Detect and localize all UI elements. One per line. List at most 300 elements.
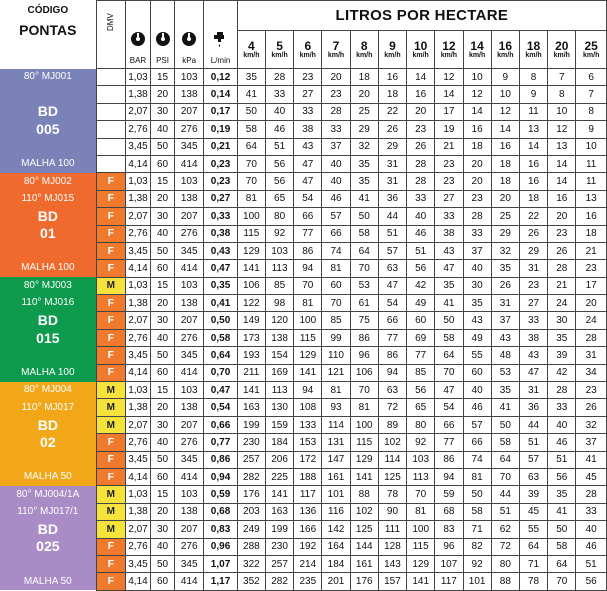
dmv-cell: F (96, 364, 125, 381)
nozzle-label-cell (0, 173, 96, 190)
liters-per-hectare-cell: 54 (435, 399, 463, 416)
liters-per-hectare-cell: 128 (378, 538, 406, 555)
liters-per-hectare-cell: 173 (237, 329, 265, 346)
table-row (0, 242, 607, 259)
bar-cell: 2,07 (125, 312, 150, 329)
liters-per-hectare-cell: 163 (265, 503, 293, 520)
liters-per-hectare-cell: 161 (350, 555, 378, 572)
nozzle-label-cell (0, 434, 96, 451)
liters-per-hectare-cell: 108 (294, 399, 322, 416)
table-row (0, 399, 607, 416)
psi-cell: 40 (151, 538, 175, 555)
kpa-cell: 138 (175, 190, 204, 207)
speed-header-cell (322, 31, 350, 69)
liters-per-hectare-cell: 27 (294, 86, 322, 103)
liters-per-hectare-cell: 70 (435, 364, 463, 381)
nozzle-code: 110° MJ015 (21, 192, 75, 204)
liters-per-hectare-cell: 18 (378, 86, 406, 103)
liters-per-hectare-cell: 29 (519, 242, 547, 259)
nozzle-code: 80° MJ001 (23, 71, 72, 83)
nozzle-code: MALHA 100 (21, 262, 75, 274)
liters-per-hectare-cell: 24 (576, 312, 607, 329)
table-row (0, 451, 607, 468)
kpa-cell: 138 (175, 86, 204, 103)
liters-per-hectare-cell: 188 (294, 468, 322, 485)
flow-cell: 0,58 (204, 329, 237, 346)
liters-per-hectare-cell: 33 (322, 121, 350, 138)
liters-per-hectare-cell: 47 (435, 382, 463, 399)
liters-per-hectare-cell: 70 (548, 573, 576, 590)
liters-per-hectare-cell: 100 (407, 521, 435, 538)
liters-per-hectare-cell: 36 (519, 399, 547, 416)
flow-cell: 0,12 (204, 69, 237, 86)
liters-per-hectare-cell: 55 (519, 521, 547, 538)
liters-per-hectare-cell: 143 (378, 555, 406, 572)
flow-cell: 0,64 (204, 347, 237, 364)
liters-per-hectare-cell: 36 (378, 190, 406, 207)
liters-per-hectare-cell: 192 (294, 538, 322, 555)
liters-per-hectare-cell: 120 (265, 312, 293, 329)
liters-per-hectare-cell: 47 (519, 364, 547, 381)
liters-per-hectare-cell: 16 (548, 190, 576, 207)
liters-per-hectare-cell: 116 (322, 503, 350, 520)
liters-per-hectare-cell: 92 (407, 434, 435, 451)
liters-per-hectare-cell: 125 (378, 468, 406, 485)
liters-per-hectare-cell: 66 (435, 416, 463, 433)
speed-header-cell (548, 31, 576, 69)
liters-per-hectare-cell: 70 (237, 155, 265, 172)
liters-per-hectare-cell: 63 (378, 260, 406, 277)
speed-unit: km/h (412, 51, 429, 59)
liters-per-hectare-cell: 12 (548, 121, 576, 138)
table-row (0, 468, 607, 485)
liters-per-hectare-cell: 28 (548, 382, 576, 399)
speed-unit: km/h (299, 51, 316, 59)
liters-per-hectare-cell: 35 (491, 382, 519, 399)
liters-per-hectare-cell: 114 (322, 416, 350, 433)
psi-cell: 20 (151, 295, 175, 312)
liters-per-hectare-cell: 31 (519, 260, 547, 277)
bar-cell: 2,76 (125, 329, 150, 346)
liters-per-hectare-cell: 80 (491, 555, 519, 572)
psi-cell: 15 (151, 173, 175, 190)
nozzle-label-cell (0, 138, 96, 155)
nozzle-model: BD (37, 103, 58, 120)
nozzle-model: BD (37, 207, 58, 224)
kpa-cell: 138 (175, 503, 204, 520)
liters-per-hectare-cell: 81 (237, 190, 265, 207)
title-cell (237, 1, 606, 31)
table-row (0, 190, 607, 207)
liters-per-hectare-cell: 90 (378, 503, 406, 520)
dmv-cell: F (96, 434, 125, 451)
table-row (0, 503, 607, 520)
liters-per-hectare-cell: 61 (350, 295, 378, 312)
liters-per-hectare-cell: 257 (265, 555, 293, 572)
table-row (0, 260, 607, 277)
liters-per-hectare-cell: 43 (463, 312, 491, 329)
flow-cell: 0,86 (204, 451, 237, 468)
psi-cell: 20 (151, 190, 175, 207)
lmin-header-cell (204, 1, 237, 69)
liters-per-hectare-cell: 14 (519, 138, 547, 155)
speed-unit: km/h (553, 51, 570, 59)
liters-per-hectare-cell: 20 (576, 295, 607, 312)
liters-per-hectare-cell: 37 (576, 434, 607, 451)
liters-per-hectare-cell: 85 (265, 277, 293, 294)
liters-per-hectare-cell: 81 (350, 399, 378, 416)
liters-per-hectare-cell: 43 (435, 242, 463, 259)
liters-per-hectare-cell: 117 (435, 573, 463, 590)
liters-per-hectare-cell: 230 (237, 434, 265, 451)
table-row (0, 538, 607, 555)
liters-per-hectare-cell: 81 (294, 295, 322, 312)
liters-per-hectare-cell: 32 (491, 242, 519, 259)
liters-per-hectare-cell: 43 (519, 347, 547, 364)
liters-per-hectare-cell: 16 (519, 155, 547, 172)
kpa-cell: 345 (175, 347, 204, 364)
psi-header-cell (151, 1, 175, 69)
liters-per-hectare-cell: 141 (294, 364, 322, 381)
liters-per-hectare-cell: 206 (265, 451, 293, 468)
dmv-cell (96, 103, 125, 120)
liters-per-hectare-cell: 53 (491, 364, 519, 381)
liters-per-hectare-cell: 96 (350, 347, 378, 364)
liters-per-hectare-cell: 9 (576, 121, 607, 138)
liters-per-hectare-cell: 103 (265, 242, 293, 259)
psi-cell: 50 (151, 555, 175, 572)
liters-per-hectare-cell: 43 (491, 329, 519, 346)
bar-cell: 1,03 (125, 277, 150, 294)
liters-per-hectare-cell: 66 (378, 312, 406, 329)
nozzle-label-cell (0, 190, 96, 207)
liters-per-hectare-cell: 12 (435, 69, 463, 86)
liters-per-hectare-cell: 13 (519, 121, 547, 138)
nozzle-code: 80° MJ003 (23, 279, 72, 291)
table-row (0, 434, 607, 451)
kpa-cell: 276 (175, 121, 204, 138)
bar-cell: 4,14 (125, 468, 150, 485)
kpa-header-cell (175, 1, 204, 69)
liters-per-hectare-cell: 58 (548, 538, 576, 555)
liters-per-hectare-cell: 193 (237, 347, 265, 364)
speed-header-cell (491, 31, 519, 69)
liters-per-hectare-cell: 57 (322, 208, 350, 225)
liters-per-hectare-cell: 72 (491, 538, 519, 555)
liters-per-hectare-cell: 31 (576, 347, 607, 364)
liters-per-hectare-cell: 33 (576, 503, 607, 520)
bar-cell: 3,45 (125, 347, 150, 364)
liters-per-hectare-cell: 47 (294, 173, 322, 190)
psi-cell: 30 (151, 103, 175, 120)
header-row-top (0, 1, 607, 31)
table-row (0, 486, 607, 503)
liters-per-hectare-cell: 352 (237, 573, 265, 590)
nozzle-label-cell (0, 347, 96, 364)
liters-per-hectare-cell: 74 (463, 451, 491, 468)
speed-header-cell (378, 31, 406, 69)
liters-per-hectare-cell: 8 (548, 86, 576, 103)
flow-cell: 0,35 (204, 277, 237, 294)
liters-per-hectare-cell: 9 (519, 86, 547, 103)
liters-per-hectare-cell: 164 (322, 538, 350, 555)
liters-per-hectare-cell: 154 (265, 347, 293, 364)
liters-per-hectare-cell: 88 (350, 486, 378, 503)
liters-per-hectare-cell: 214 (294, 555, 322, 572)
dmv-cell (96, 138, 125, 155)
liters-per-hectare-cell: 23 (519, 277, 547, 294)
kpa-cell: 138 (175, 295, 204, 312)
liters-per-hectare-cell: 20 (463, 155, 491, 172)
speed-value: 12 (442, 38, 456, 53)
liters-per-hectare-cell: 47 (378, 277, 406, 294)
dmv-cell (96, 69, 125, 86)
liters-per-hectare-cell: 88 (491, 573, 519, 590)
liters-per-hectare-cell: 103 (407, 451, 435, 468)
liters-per-hectare-cell: 20 (463, 173, 491, 190)
liters-per-hectare-cell: 46 (322, 190, 350, 207)
liters-per-hectare-cell: 26 (576, 399, 607, 416)
liters-per-hectare-cell: 68 (435, 503, 463, 520)
speed-unit: km/h (440, 51, 458, 59)
liters-per-hectare-cell: 57 (463, 416, 491, 433)
liters-per-hectare-cell: 22 (378, 103, 406, 120)
speed-value: 20 (555, 38, 569, 53)
speed-header-cell (519, 31, 547, 69)
liters-per-hectare-cell: 71 (519, 555, 547, 572)
dmv-cell: F (96, 173, 125, 190)
speed-header-cell (435, 31, 463, 69)
flow-cell: 0,19 (204, 121, 237, 138)
liters-per-hectare-cell: 40 (576, 521, 607, 538)
liters-per-hectare-cell: 23 (435, 155, 463, 172)
liters-per-hectare-cell: 129 (237, 242, 265, 259)
liters-per-hectare-cell: 34 (576, 364, 607, 381)
liters-per-hectare-cell: 40 (463, 382, 491, 399)
liters-per-hectare-cell: 10 (491, 86, 519, 103)
liters-per-hectare-cell: 50 (463, 486, 491, 503)
bar-cell: 4,14 (125, 260, 150, 277)
liters-per-hectare-cell: 64 (548, 555, 576, 572)
liters-per-hectare-cell: 30 (463, 277, 491, 294)
liters-per-hectare-cell: 113 (407, 468, 435, 485)
bar-cell: 1,38 (125, 86, 150, 103)
nozzle-label-cell (0, 242, 96, 259)
liters-per-hectare-cell: 11 (576, 155, 607, 172)
bar-cell: 4,14 (125, 573, 150, 590)
liters-per-hectare-cell: 99 (322, 329, 350, 346)
liters-per-hectare-cell: 18 (491, 155, 519, 172)
liters-per-hectare-cell: 64 (350, 242, 378, 259)
speed-unit: km/h (497, 51, 514, 59)
flow-cell: 0,41 (204, 295, 237, 312)
liters-per-hectare-cell: 72 (378, 399, 406, 416)
liters-per-hectare-cell: 28 (322, 103, 350, 120)
liters-per-hectare-cell: 53 (350, 277, 378, 294)
psi-cell: 40 (151, 434, 175, 451)
liters-per-hectare-cell: 20 (322, 69, 350, 86)
bar-cell: 2,76 (125, 538, 150, 555)
flow-cell: 0,50 (204, 312, 237, 329)
liters-per-hectare-cell: 282 (265, 573, 293, 590)
nozzle-model: BD (37, 416, 58, 433)
liters-per-hectare-cell: 7 (548, 69, 576, 86)
liters-per-hectare-cell: 25 (350, 103, 378, 120)
liters-per-hectare-cell: 49 (463, 329, 491, 346)
faucet-icon (212, 31, 230, 49)
bar-cell: 1,03 (125, 382, 150, 399)
nozzle-code: MALHA 50 (23, 471, 72, 483)
liters-per-hectare-cell: 37 (322, 138, 350, 155)
liters-per-hectare-cell: 35 (350, 173, 378, 190)
nozzle-label-cell (0, 382, 96, 399)
nozzle-label-cell (0, 555, 96, 572)
speed-unit: km/h (243, 51, 260, 59)
liters-per-hectare-cell: 23 (407, 121, 435, 138)
liters-per-hectare-cell: 29 (350, 121, 378, 138)
liters-per-hectare-cell: 60 (322, 277, 350, 294)
liters-per-hectare-cell: 70 (237, 173, 265, 190)
liters-per-hectare-cell: 46 (407, 225, 435, 242)
liters-per-hectare-cell: 50 (435, 312, 463, 329)
liters-per-hectare-cell: 115 (350, 434, 378, 451)
liters-per-hectare-cell: 86 (294, 242, 322, 259)
liters-per-hectare-cell: 64 (519, 538, 547, 555)
psi-cell: 15 (151, 277, 175, 294)
liters-per-hectare-cell: 70 (322, 295, 350, 312)
nozzle-model: 02 (40, 433, 56, 450)
liters-per-hectare-cell: 111 (378, 521, 406, 538)
liters-per-hectare-cell: 46 (463, 399, 491, 416)
nozzle-code: MALHA 100 (21, 366, 75, 378)
liters-per-hectare-cell: 10 (548, 103, 576, 120)
liters-per-hectare-cell: 225 (265, 468, 293, 485)
liters-per-hectare-cell: 18 (463, 138, 491, 155)
liters-per-hectare-cell: 107 (435, 555, 463, 572)
liters-per-hectare-cell: 161 (322, 468, 350, 485)
dmv-cell: F (96, 242, 125, 259)
nozzle-label-cell (0, 86, 96, 103)
liters-per-hectare-cell: 102 (350, 503, 378, 520)
psi-cell: 40 (151, 329, 175, 346)
flow-cell: 0,66 (204, 416, 237, 433)
kpa-cell: 103 (175, 173, 204, 190)
psi-cell: 15 (151, 382, 175, 399)
liters-per-hectare-cell: 89 (378, 416, 406, 433)
liters-per-hectare-cell: 45 (519, 503, 547, 520)
liters-per-hectare-cell: 141 (237, 260, 265, 277)
liters-per-hectare-cell: 78 (378, 486, 406, 503)
psi-cell: 30 (151, 312, 175, 329)
liters-per-hectare-cell: 8 (576, 103, 607, 120)
liters-per-hectare-cell: 10 (576, 138, 607, 155)
liters-per-hectare-cell: 141 (265, 486, 293, 503)
liters-per-hectare-cell: 42 (407, 277, 435, 294)
psi-cell: 60 (151, 155, 175, 172)
dmv-cell: F (96, 451, 125, 468)
liters-per-hectare-cell: 94 (294, 260, 322, 277)
table-row (0, 364, 607, 381)
psi-cell: 60 (151, 468, 175, 485)
bar-cell: 3,45 (125, 138, 150, 155)
liters-per-hectare-cell: 35 (237, 69, 265, 86)
speed-unit: km/h (384, 51, 401, 59)
table-row (0, 416, 607, 433)
kpa-cell: 103 (175, 69, 204, 86)
liters-per-hectare-cell: 65 (407, 399, 435, 416)
liters-per-hectare-cell: 32 (576, 416, 607, 433)
nozzle-label-cell (0, 225, 96, 242)
liters-per-hectare-cell: 14 (548, 173, 576, 190)
liters-per-hectare-cell: 78 (519, 573, 547, 590)
liters-per-hectare-cell: 199 (237, 416, 265, 433)
nozzle-model: 025 (36, 538, 60, 555)
dmv-cell: M (96, 503, 125, 520)
kpa-cell: 345 (175, 242, 204, 259)
liters-per-hectare-cell: 38 (294, 121, 322, 138)
liters-per-hectare-cell: 11 (576, 173, 607, 190)
liters-per-hectare-cell: 159 (265, 416, 293, 433)
liters-per-hectare-cell: 115 (237, 225, 265, 242)
liters-per-hectare-cell: 11 (519, 103, 547, 120)
liters-per-hectare-cell: 113 (265, 260, 293, 277)
liters-per-hectare-cell: 81 (322, 382, 350, 399)
liters-per-hectare-cell: 282 (237, 468, 265, 485)
nozzle-label-cell (0, 538, 96, 555)
speed-value: 5 (276, 38, 283, 53)
liters-per-hectare-cell: 57 (378, 242, 406, 259)
psi-cell: 15 (151, 69, 175, 86)
nozzle-label-cell (0, 399, 96, 416)
liters-per-hectare-cell: 35 (350, 155, 378, 172)
gauge-icon (130, 31, 146, 47)
liters-per-hectare-cell: 230 (265, 538, 293, 555)
nozzle-model: 01 (40, 225, 56, 242)
dmv-cell: M (96, 416, 125, 433)
liters-per-hectare-cell: 20 (350, 86, 378, 103)
liters-per-hectare-cell: 141 (350, 468, 378, 485)
liters-per-hectare-cell: 20 (491, 190, 519, 207)
liters-per-hectare-cell: 201 (322, 573, 350, 590)
liters-per-hectare-cell: 82 (463, 538, 491, 555)
nozzle-label-cell (0, 521, 96, 538)
liters-per-hectare-cell: 81 (322, 260, 350, 277)
liters-per-hectare-cell: 14 (435, 86, 463, 103)
dmv-cell: F (96, 538, 125, 555)
liters-per-hectare-cell: 18 (350, 69, 378, 86)
psi-cell: 60 (151, 573, 175, 590)
liters-per-hectare-cell: 176 (350, 573, 378, 590)
nozzle-label-cell (0, 103, 96, 120)
table-row (0, 295, 607, 312)
liters-per-hectare-cell: 86 (378, 347, 406, 364)
kpa-cell: 138 (175, 399, 204, 416)
speed-value: 14 (470, 38, 484, 53)
liters-per-hectare-cell: 57 (519, 451, 547, 468)
bar-cell: 1,38 (125, 503, 150, 520)
dmv-header-cell (96, 1, 125, 69)
table-row (0, 521, 607, 538)
liters-per-hectare-cell: 27 (435, 190, 463, 207)
liters-per-hectare-cell: 43 (294, 138, 322, 155)
nozzle-model: 015 (36, 329, 60, 346)
liters-per-hectare-cell: 49 (407, 295, 435, 312)
liters-per-hectare-cell: 50 (350, 208, 378, 225)
speed-header-cell (576, 31, 607, 69)
liters-per-hectare-cell: 70 (407, 486, 435, 503)
psi-cell: 60 (151, 364, 175, 381)
bar-cell: 1,38 (125, 295, 150, 312)
